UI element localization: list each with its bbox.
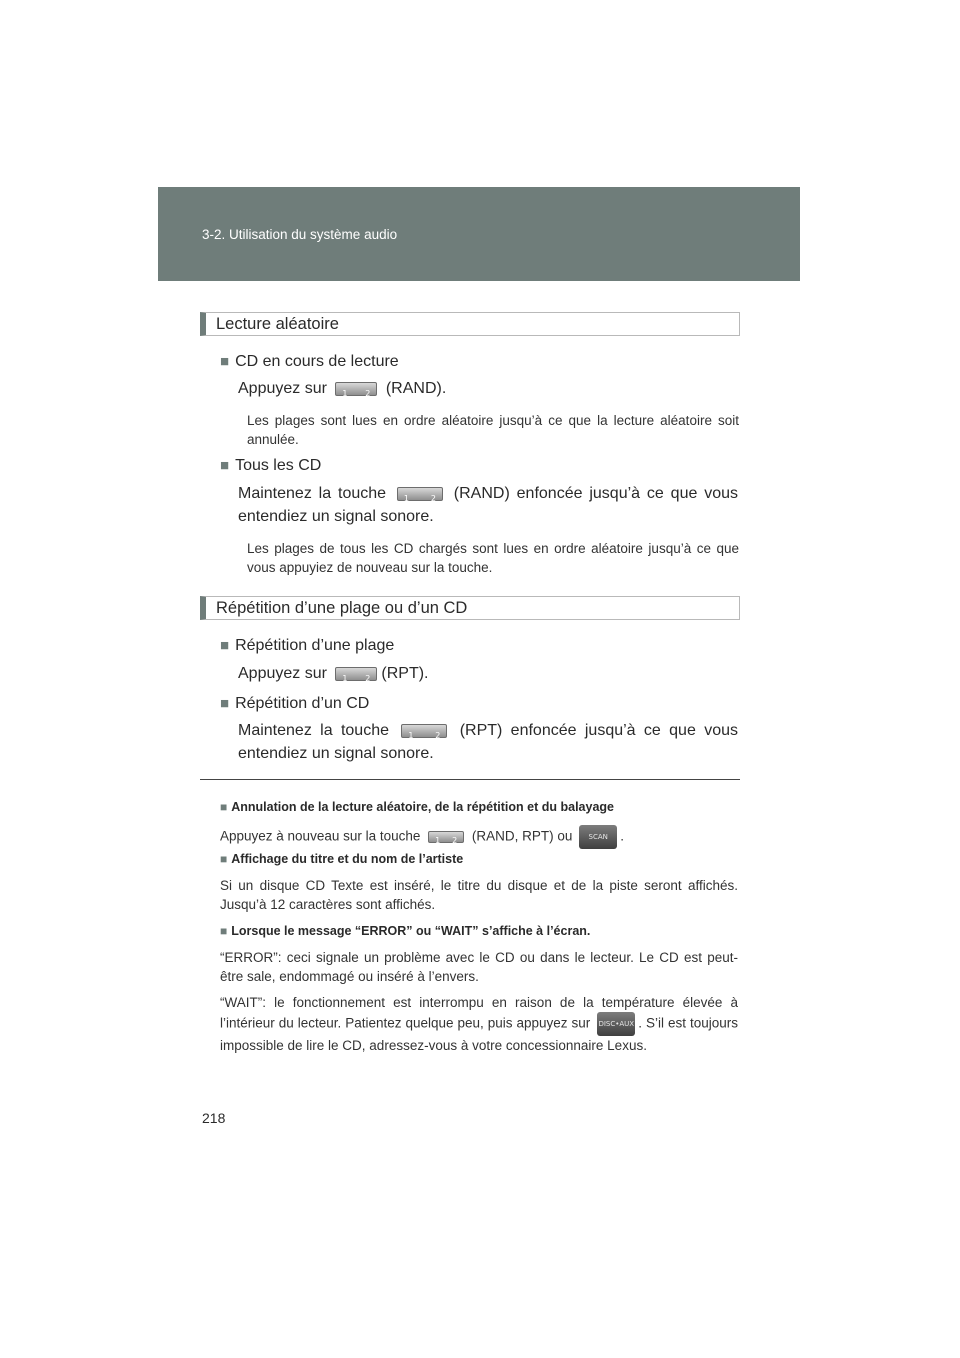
instruction-text: Maintenez la touche (238, 485, 387, 502)
note-text: (RAND, RPT) ou (471, 828, 573, 844)
square-bullet-icon: ■ (220, 637, 230, 654)
square-bullet-icon: ■ (220, 695, 230, 712)
note-text: Appuyez à nouveau sur la touche (220, 828, 421, 844)
item-heading-text: Répétition d’un CD (235, 695, 370, 712)
preset-button-icon (335, 382, 377, 396)
instruction-text: (RAND) enfoncée jusqu’à ce que vous entendiez un signal sonore. (238, 485, 739, 525)
note-heading (220, 924, 590, 938)
note-heading-text: Lorsque le message “ERROR” ou “WAIT” s’affiche à l’écran. (231, 924, 591, 938)
square-bullet-icon: ■ (220, 852, 228, 866)
scan-key-icon: SCAN (579, 825, 617, 849)
breadcrumb: 3-2. Utilisation du système audio (202, 227, 398, 242)
preset-button-icon (335, 667, 377, 681)
preset-button-icon (401, 724, 447, 738)
note-text: . (620, 828, 624, 844)
instruction-line (238, 662, 738, 685)
item-heading (220, 695, 369, 713)
square-bullet-icon: ■ (220, 353, 230, 370)
instruction-text: (RPT) enfoncée jusqu’à ce que vous entendiez un signal sonore. (238, 722, 738, 762)
error-definition (220, 948, 738, 986)
preset-button-icon (397, 487, 443, 501)
wait-text: . S’il est toujours impossible de lire le CD, adressez-vous à votre concessionnaire Lexus. (220, 1015, 738, 1053)
note-heading-text: Annulation de la lecture aléatoire, de la répétition et du balayage (231, 800, 614, 814)
note-heading (220, 800, 614, 814)
instruction-text: (RAND). (385, 380, 447, 397)
item-heading (220, 457, 321, 475)
instruction-text: Maintenez la touche (238, 722, 389, 739)
wait-text: le fonctionnement est interrompu en raison de la température élevée à l’intérieur du lecteur. Patientez quelque peu, puis appuyez sur (220, 995, 738, 1031)
section-heading-random (200, 312, 740, 336)
instruction-line (238, 377, 738, 400)
note-heading (220, 852, 463, 866)
square-bullet-icon: ■ (220, 924, 228, 938)
square-bullet-icon: ■ (220, 457, 230, 474)
section-heading-repeat (200, 596, 740, 620)
instruction-text: (RPT). (381, 665, 429, 682)
instruction-text: Appuyez sur (238, 665, 327, 682)
section-title: Lecture aléatoire (216, 315, 339, 333)
item-heading (220, 353, 399, 371)
note-heading-text: Affichage du titre et du nom de l’artiste (231, 852, 464, 866)
instruction-line (238, 482, 738, 528)
note-text: Les plages sont lues en ordre aléatoire jusqu’à ce que la lecture aléatoire soit annulée. (247, 413, 739, 447)
disc-aux-key-icon: DISC•AUX (597, 1012, 635, 1036)
note-text: Si un disque CD Texte est inséré, le titre du disque et de la piste seront affichés. Jusqu’à 12 caractères sont affichés. (220, 878, 738, 912)
item-heading-text: CD en cours de lecture (235, 353, 399, 370)
item-heading-text: Répétition d’une plage (235, 637, 395, 654)
square-bullet-icon: ■ (220, 800, 228, 814)
note-line (220, 825, 740, 849)
divider (200, 779, 740, 780)
instruction-text: Appuyez sur (238, 380, 327, 397)
item-heading (220, 637, 394, 655)
instruction-line (238, 719, 738, 765)
error-label: “ERROR”: (220, 950, 282, 965)
note-text: Les plages de tous les CD chargés sont lues en ordre aléatoire jusqu’à ce que vous appuyiez de nouveau sur la touche. (247, 541, 739, 575)
error-text: ceci signale un problème avec le CD ou dans le lecteur. Le CD est peut-être sale, endommagé ou inséré à l’envers. (220, 950, 738, 984)
section-title: Répétition d’une plage ou d’un CD (216, 599, 468, 617)
wait-label: “WAIT”: (220, 995, 266, 1010)
preset-button-icon (428, 831, 464, 843)
page-number: 218 (202, 1110, 226, 1126)
chapter-header (158, 187, 800, 281)
item-heading-text: Tous les CD (235, 457, 322, 474)
wait-definition (220, 993, 738, 1055)
